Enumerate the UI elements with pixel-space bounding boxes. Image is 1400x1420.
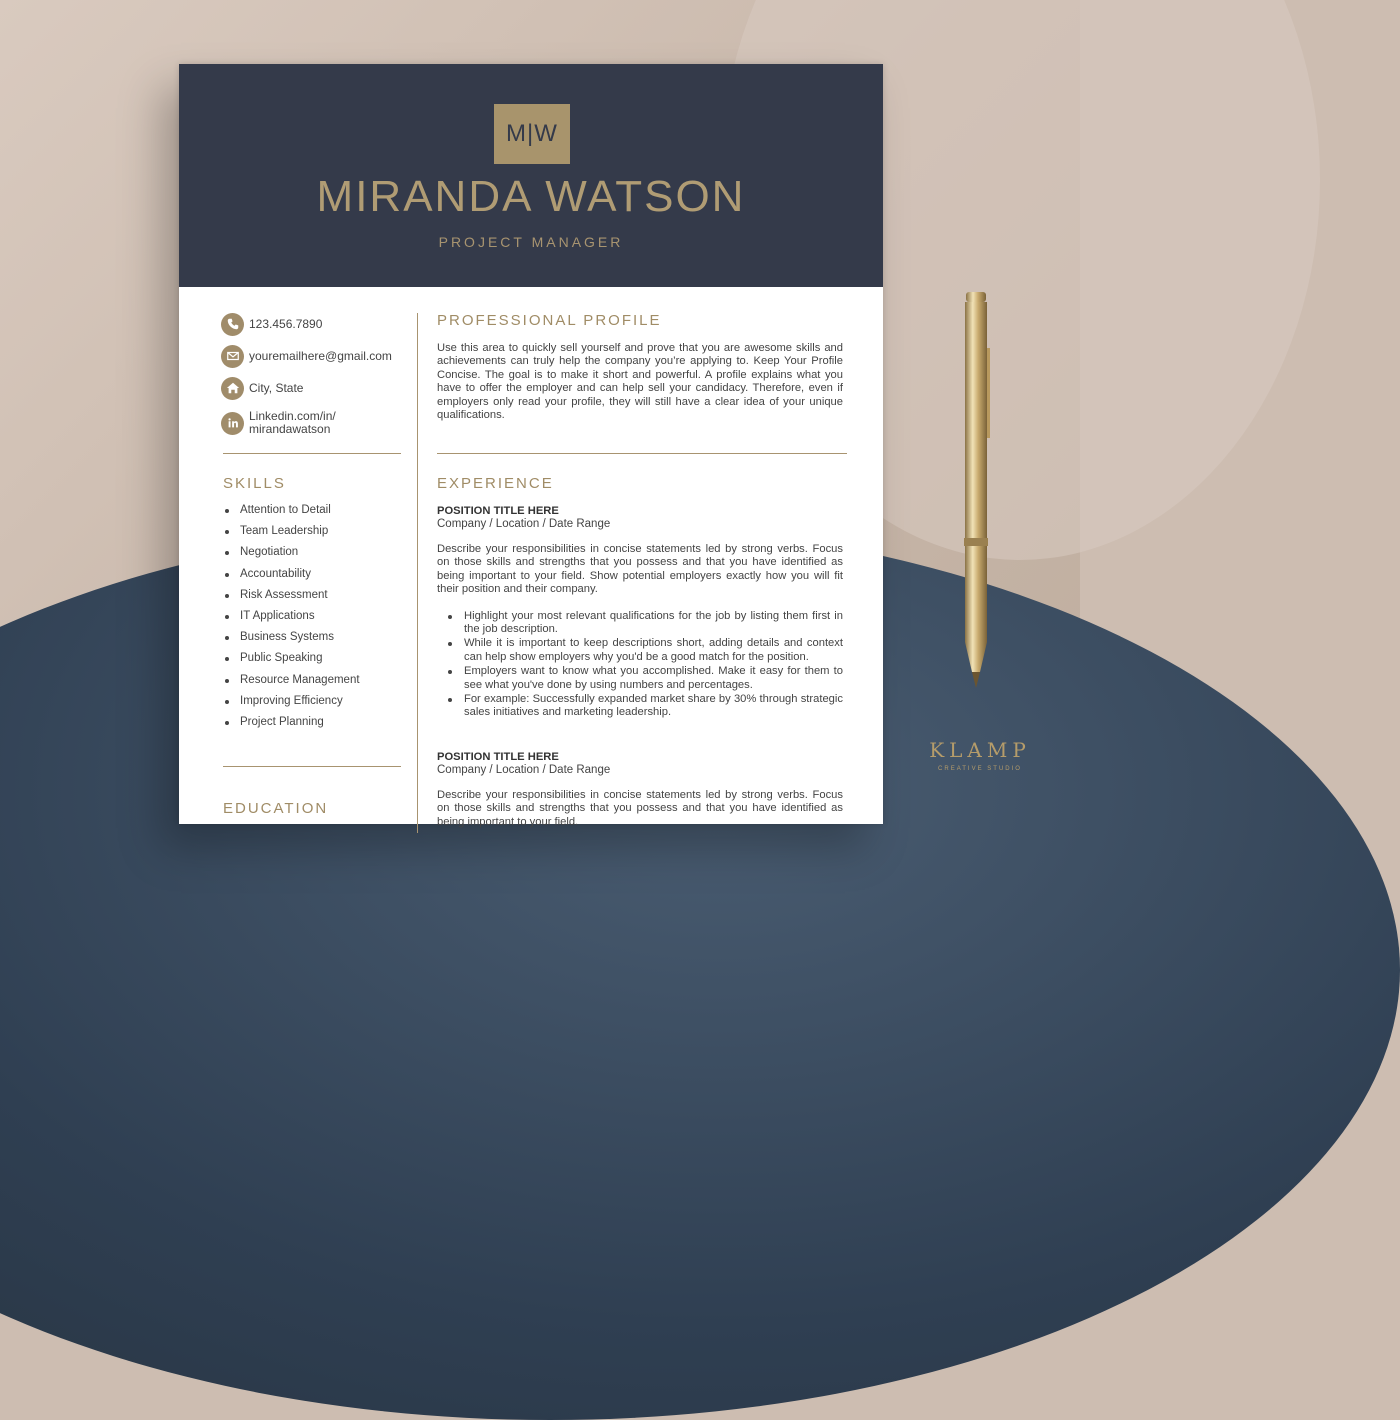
linkedin-line-1: Linkedin.com/in/ <box>249 409 336 423</box>
resume-header <box>179 64 883 287</box>
skills-list <box>223 504 403 737</box>
brand-logo: KLAMP <box>929 738 1031 762</box>
job-position-title: POSITION TITLE HERE <box>437 505 559 517</box>
job-meta: Company / Location / Date Range <box>437 518 611 530</box>
phone-text: 123.456.7890 <box>249 316 323 331</box>
education-heading: EDUCATION <box>223 800 329 817</box>
candidate-name: MIRANDA WATSON <box>316 172 746 221</box>
location-text: City, State <box>249 380 304 395</box>
job-meta: Company / Location / Date Range <box>437 764 611 776</box>
skill-item: Business Systems <box>223 631 403 652</box>
contact-location <box>221 376 401 400</box>
job-bullet: For example: Successfully expanded market share by 30% through strategic sales initiatives and marketing leadership. <box>464 693 843 719</box>
monogram-logo: M|W <box>494 104 570 164</box>
email-icon <box>221 345 244 368</box>
right-divider <box>437 453 847 454</box>
job-bullets <box>437 610 843 720</box>
contact-list <box>221 312 401 446</box>
skill-item: Team Leadership <box>223 525 403 546</box>
skill-item: Attention to Detail <box>223 504 403 525</box>
job-entry-2 <box>437 751 843 829</box>
skill-item: Accountability <box>223 568 403 589</box>
contact-linkedin <box>221 408 401 438</box>
skill-item: Public Speaking <box>223 652 403 673</box>
contact-email <box>221 344 401 368</box>
brand-subtitle: CREATIVE STUDIO <box>938 766 1022 772</box>
home-icon <box>221 377 244 400</box>
phone-icon <box>221 313 244 336</box>
job-bullet: Employers want to know what you accomplished. Make it easy for them to see what you've done by using numbers and percentages. <box>464 665 843 691</box>
linkedin-line-2: mirandawatson <box>249 422 331 436</box>
column-divider <box>417 313 418 833</box>
experience-heading: EXPERIENCE <box>437 475 554 492</box>
job-bullet: Highlight your most relevant qualifications for the job by listing them first in the job description. <box>464 609 843 636</box>
job-description: Describe your responsibilities in concise statements led by strong verbs. Focus on those skills and strengths that you possess and that you have identified as being important to your field. <box>437 789 843 828</box>
profile-heading: PROFESSIONAL PROFILE <box>437 312 662 329</box>
resume-page <box>179 64 883 828</box>
skill-item: Resource Management <box>223 674 403 695</box>
contact-phone <box>221 312 401 336</box>
job-position-title: POSITION TITLE HERE <box>437 751 559 763</box>
skills-heading: SKILLS <box>223 475 286 492</box>
job-description: Describe your responsibilities in concise statements led by strong verbs. Focus on those skills and strengths that you possess and that you have identified as being important to your field. Show potential employers exactly how you will fit their position and their company. <box>437 543 843 596</box>
job-bullet: While it is important to keep descriptions short, adding details and context can help show employers why you'd be a good match for the position. <box>464 637 843 663</box>
email-text: youremailhere@gmail.com <box>249 348 392 363</box>
left-divider-1 <box>223 453 401 454</box>
linkedin-text <box>249 410 336 436</box>
skill-item: Project Planning <box>223 716 403 737</box>
candidate-title: PROJECT MANAGER <box>438 234 624 250</box>
profile-text: Use this area to quickly sell yourself and prove that you are awesome skills and achievements can truly help the company you’re applying to. Keep Your Profile Concise. The goal is to make it short and powerful. A profile explains what you have to offer the employer and can help sell your candidacy. Therefore, even if employers only read your profile, they will still have a clear idea of your unique qualifications. <box>437 342 843 422</box>
left-divider-2 <box>223 766 401 767</box>
gold-pen <box>962 292 990 688</box>
skill-item: IT Applications <box>223 610 403 631</box>
linkedin-icon <box>221 412 244 435</box>
job-entry-1 <box>437 505 843 721</box>
skill-item: Improving Efficiency <box>223 695 403 716</box>
skill-item: Risk Assessment <box>223 589 403 610</box>
skill-item: Negotiation <box>223 546 403 567</box>
